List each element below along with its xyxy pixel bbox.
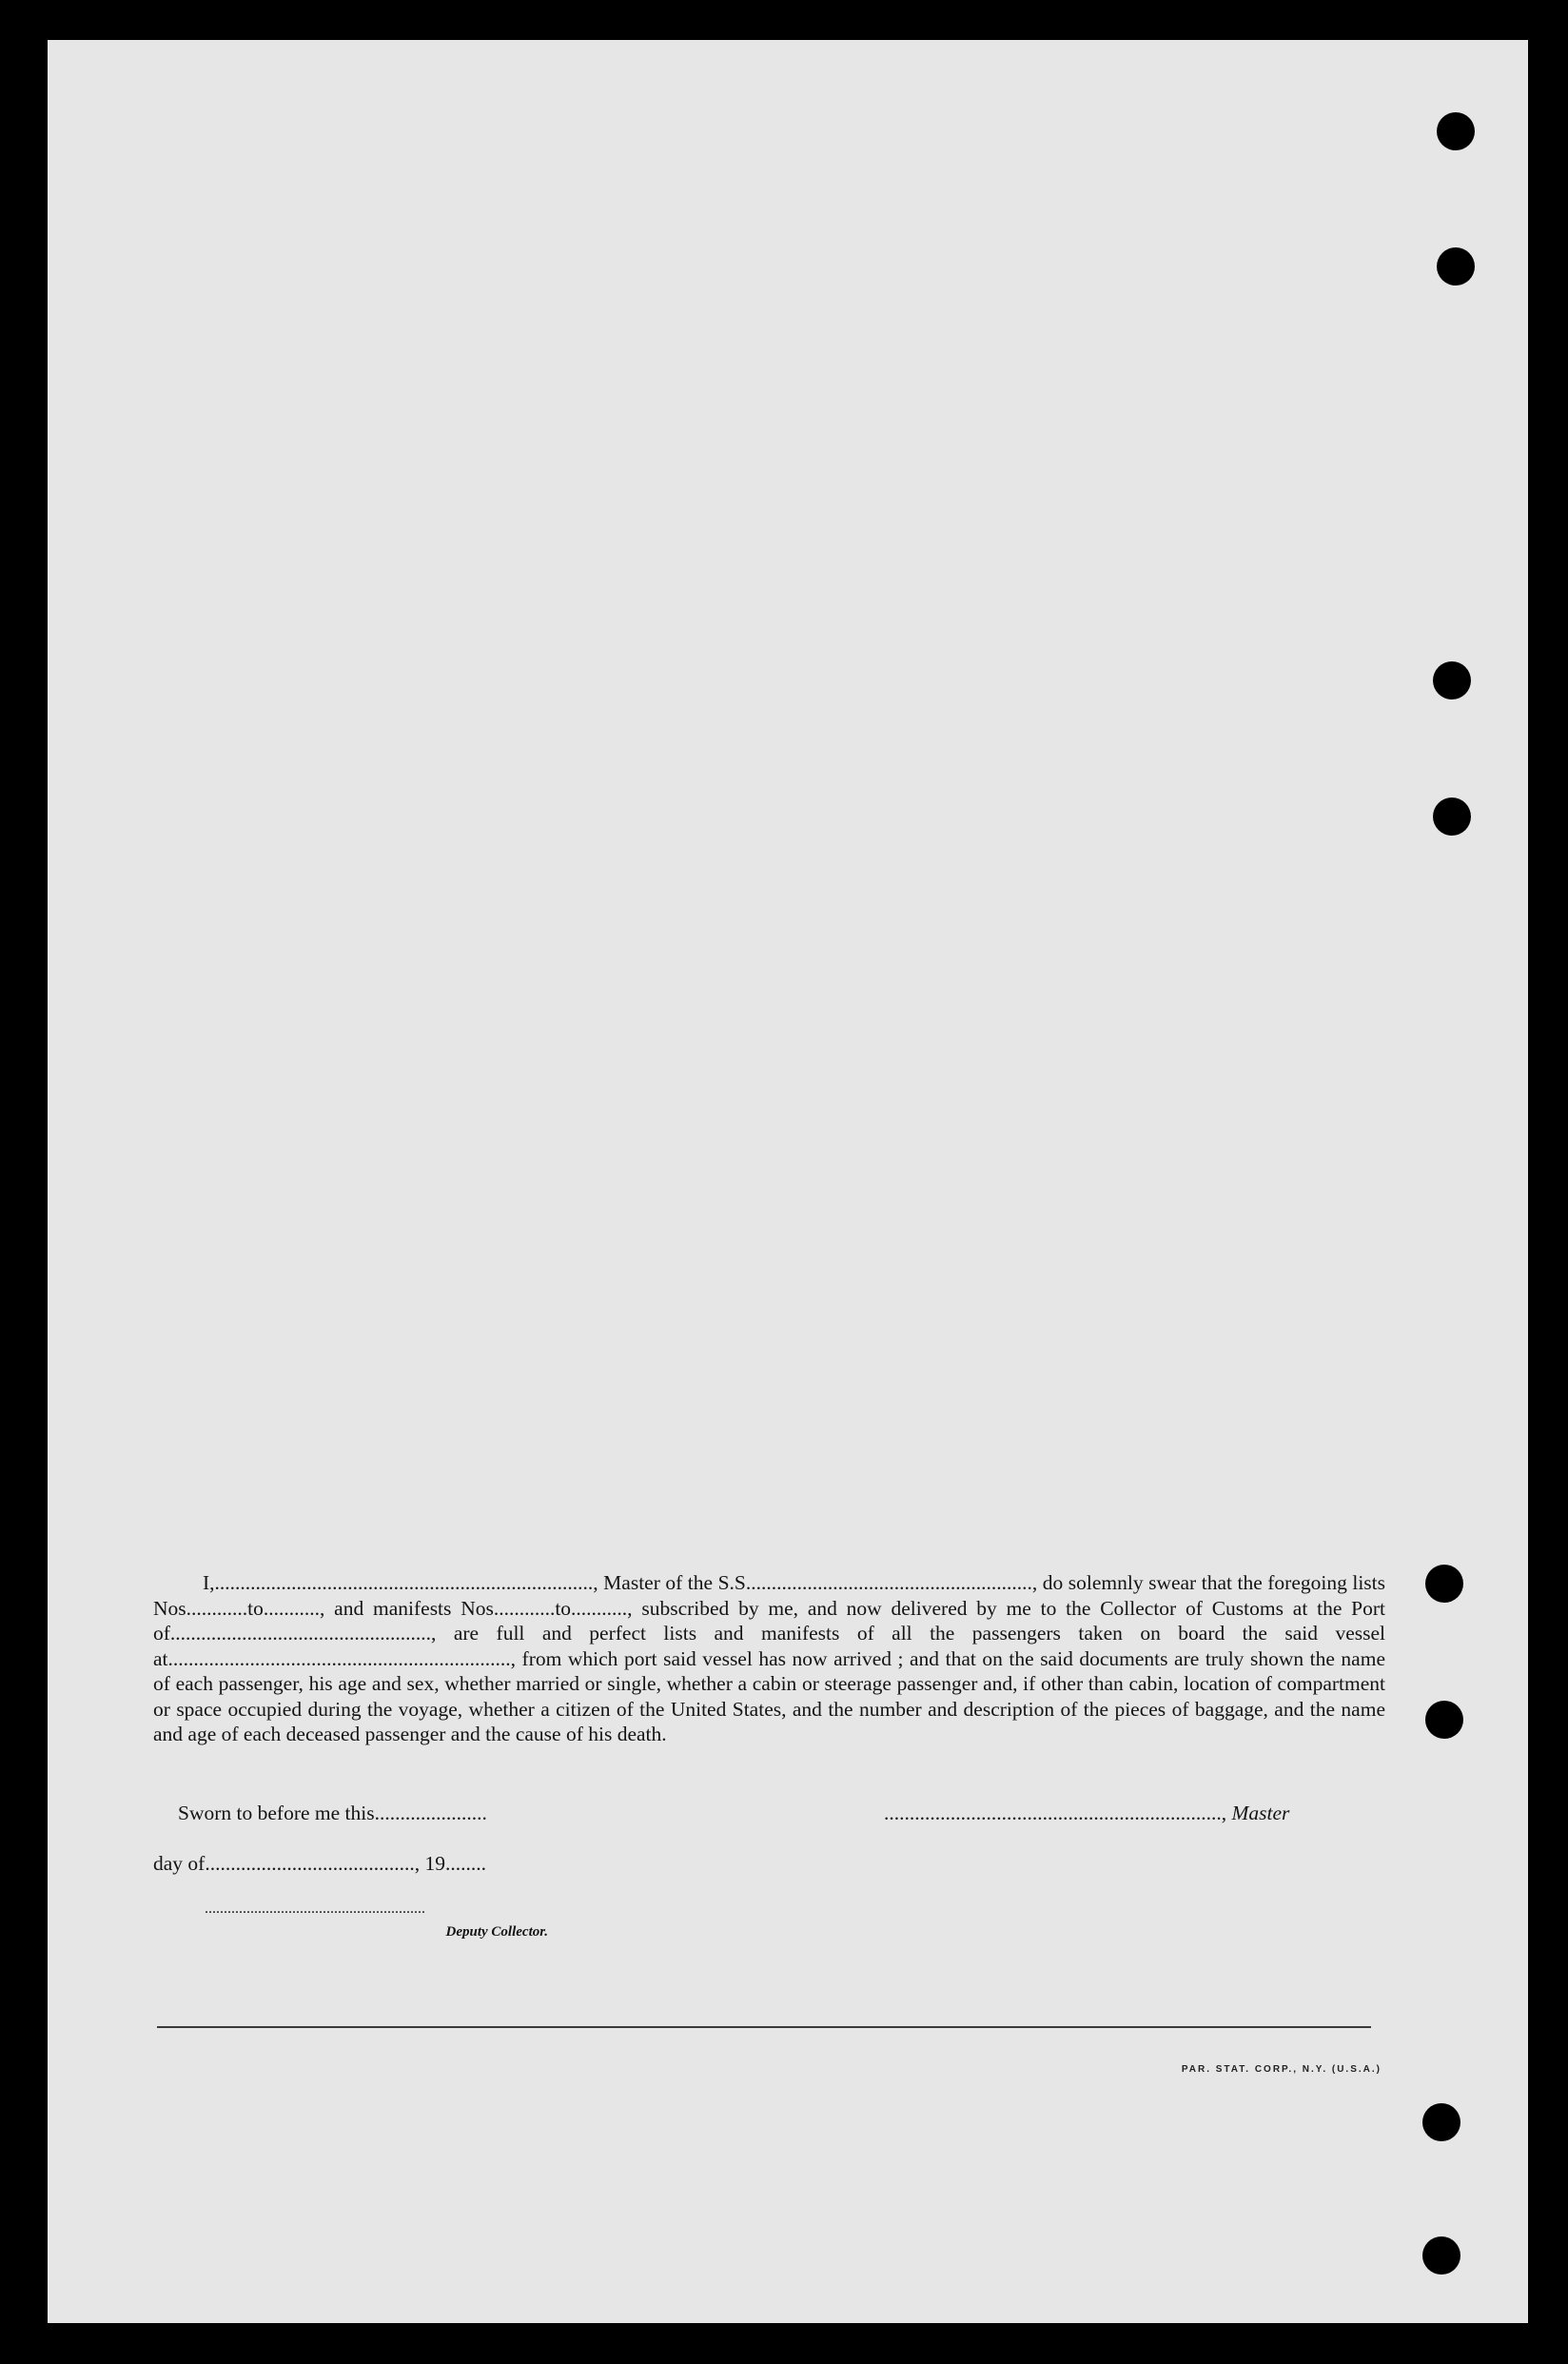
punch-hole (1425, 1701, 1463, 1739)
master-dots: .................................................................., (884, 1802, 1227, 1824)
sworn-text: Sworn to before me this...................... (178, 1802, 487, 1824)
horizontal-rule (157, 2026, 1371, 2028)
punch-hole (1422, 2103, 1460, 2141)
day-of-line (153, 1852, 486, 1876)
punch-hole (1433, 798, 1471, 836)
deputy-collector-label: Deputy Collector. (445, 1924, 548, 1940)
oath-text: I,.........................................................................., Master of the S.S........................................................, do solemnly swear that the foregoing lists Nos............to..........., and manifests Nos............to..........., subscribed by me, and now delivered by me to the Collector of Customs at the Port of..................................................., are full and perfect lists and manifests of all the passengers taken on board the said vessel at..................................................................., from which port said vessel has now arrived ; and that on the said documents are truly shown the name of each passenger, his age and sex, whether married or single, whether a cabin or steerage passenger and, if other than cabin, location of compartment or space occupied during the voyage, whether a citizen of the United States, and the number and description of the pieces of baggage, and the name and age of each deceased passenger and the cause of his death. (153, 1571, 1385, 1745)
oath-paragraph (153, 1570, 1385, 1747)
master-signature-line (884, 1802, 1289, 1825)
punch-hole (1422, 2236, 1460, 2275)
master-label: Master (1231, 1802, 1290, 1824)
deputy-dots: .......................................................... (205, 1901, 425, 1917)
day-of-text: day of........................................., 19........ (153, 1852, 486, 1875)
printer-mark: PAR. STAT. CORP., N.Y. (U.S.A.) (1181, 2064, 1382, 2075)
punch-hole (1437, 247, 1475, 286)
sworn-before-line (178, 1802, 487, 1825)
punch-hole (1437, 112, 1475, 150)
punch-hole (1425, 1565, 1463, 1603)
punch-hole (1433, 661, 1471, 699)
document-page (48, 40, 1528, 2323)
deputy-signature-line (205, 1901, 425, 1918)
